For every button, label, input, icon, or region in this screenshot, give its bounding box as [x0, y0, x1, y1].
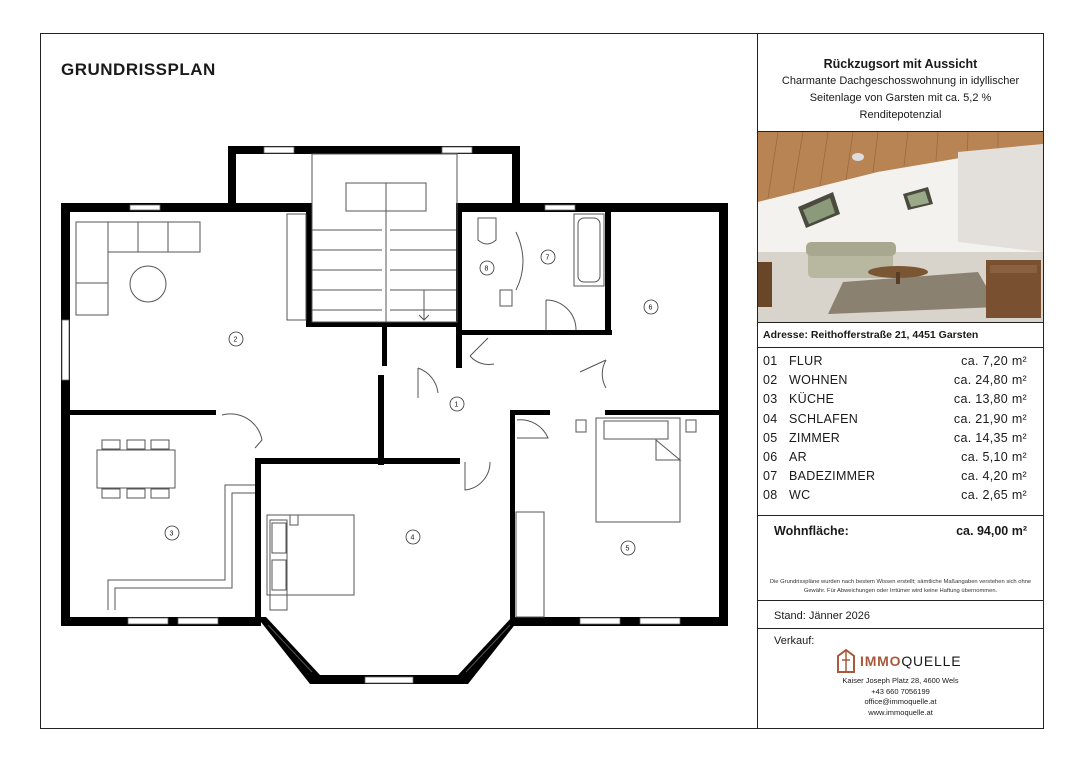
room-area: ca. 4,20 m² — [961, 469, 1027, 484]
house-logo-icon — [836, 648, 856, 674]
room-name: KÜCHE — [789, 392, 835, 407]
room-name: SCHLAFEN — [789, 411, 859, 426]
room-label-6 — [644, 300, 658, 314]
staircase — [312, 154, 457, 322]
room-row-03 — [758, 392, 1043, 411]
room-row-07 — [758, 469, 1043, 488]
room-label-7 — [541, 250, 555, 264]
room-row-06 — [758, 450, 1043, 469]
room-num: 04 — [763, 411, 778, 426]
logo-part1: IMMO — [860, 653, 902, 669]
room-num: 03 — [763, 392, 778, 407]
interior-walls — [66, 203, 725, 624]
svg-text:3: 3 — [169, 530, 174, 538]
room-num: 01 — [763, 354, 778, 368]
listing-header — [758, 34, 1043, 130]
contact-web[interactable]: www.immoquelle.at — [868, 707, 933, 717]
logo-part2: QUELLE — [901, 653, 962, 669]
floor-plan — [41, 34, 757, 728]
svg-text:8: 8 — [484, 265, 489, 273]
logo-wordmark — [860, 653, 961, 669]
date-stand: Stand: Jänner 2026 — [774, 610, 871, 622]
total-value: ca. 94,00 m² — [956, 524, 1027, 538]
plan-title: GRUNDRISSPLAN — [61, 60, 216, 79]
room-row-04 — [758, 412, 1043, 431]
room-row-01 — [758, 354, 1043, 373]
room-name: BADEZIMMER — [789, 469, 876, 484]
total-area — [758, 524, 1043, 546]
room-label-8 — [480, 261, 494, 275]
verkauf-label: Verkauf: — [774, 635, 815, 647]
room-area: ca. 2,65 m² — [961, 488, 1027, 503]
room-name: FLUR — [789, 354, 823, 368]
room-num: 07 — [763, 469, 778, 484]
svg-text:7: 7 — [545, 254, 550, 262]
room-name: AR — [789, 449, 807, 464]
contact-email[interactable]: office@immoquelle.at — [864, 697, 937, 706]
divider-verkauf — [758, 628, 1043, 629]
room-area: ca. 21,90 m² — [953, 411, 1027, 426]
svg-text:4: 4 — [410, 534, 415, 542]
room-area: ca. 14,35 m² — [953, 430, 1027, 445]
room-list — [758, 354, 1043, 508]
interior-photo — [758, 131, 1043, 323]
room-area: ca. 13,80 m² — [953, 392, 1027, 407]
room-name: ZIMMER — [789, 430, 841, 445]
room-label-4 — [406, 530, 420, 544]
listing-title: Rückzugsort mit Aussicht — [823, 57, 978, 71]
total-divider — [758, 515, 1043, 516]
listing-subtitle: Charmante Dachgeschosswohnung in idyllischer Seitenlage von Garsten mit ca. 5,2 % Renditepotenzial — [781, 75, 1020, 121]
room-area: ca. 24,80 m² — [953, 373, 1027, 388]
divider-stand — [758, 600, 1043, 601]
room-num: 02 — [763, 373, 778, 388]
svg-text:2: 2 — [233, 336, 238, 344]
room-name: WC — [789, 488, 811, 503]
room-num: 05 — [763, 430, 778, 445]
room-name: WOHNEN — [789, 373, 848, 388]
svg-text:5: 5 — [625, 545, 630, 553]
svg-text:6: 6 — [648, 304, 653, 312]
room-row-05 — [758, 431, 1043, 450]
room-label-1 — [450, 397, 464, 411]
contact-block — [758, 676, 1043, 718]
room-label-5 — [621, 541, 635, 555]
total-label: Wohnfläche: — [774, 524, 849, 538]
contact-street: Kaiser Joseph Platz 28, 4600 Wels — [842, 676, 959, 685]
room-row-08 — [758, 488, 1043, 507]
room-area: ca. 7,20 m² — [961, 354, 1027, 368]
room-label-3 — [165, 526, 179, 540]
company-logo — [836, 648, 976, 676]
room-area: ca. 5,10 m² — [961, 449, 1027, 464]
room-num: 06 — [763, 449, 778, 464]
room-label-2 — [229, 332, 243, 346]
address: Adresse: Reithofferstraße 21, 4451 Garsten — [758, 322, 1043, 348]
room-labels — [165, 250, 658, 555]
disclaimer: Die Grundrisspläne wurden nach bestem Wissen erstellt; sämtliche Maßangaben verstehen sich ohne Gewähr. Für Abweichungen oder Irrtümer wird keine Haftung übernommen. — [769, 579, 1032, 594]
room-row-02 — [758, 373, 1043, 392]
room-num: 08 — [763, 488, 778, 503]
contact-phone[interactable]: +43 660 7056199 — [871, 686, 930, 696]
svg-text:1: 1 — [454, 401, 459, 409]
